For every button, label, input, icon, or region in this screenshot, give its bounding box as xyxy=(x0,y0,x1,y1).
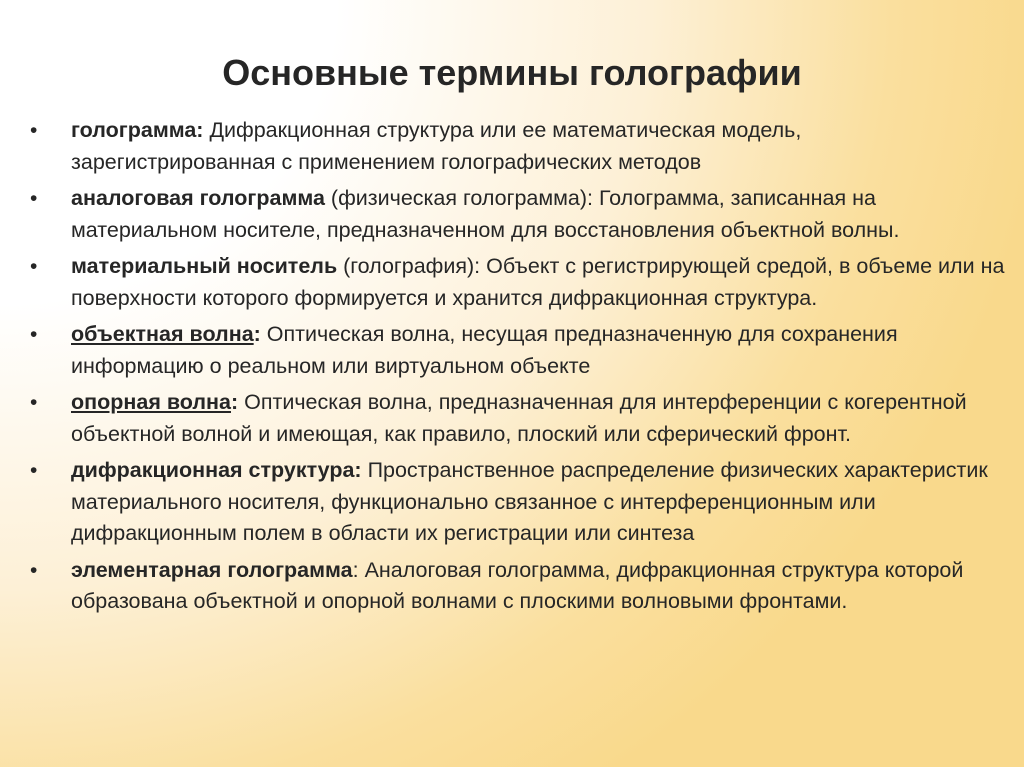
terms-list xyxy=(30,115,1005,623)
term-reference-wave xyxy=(30,387,1005,450)
term-colon: : xyxy=(253,322,261,346)
bullet-icon: • xyxy=(30,187,38,210)
term-hologram xyxy=(30,115,1005,178)
term-object-wave xyxy=(30,319,1005,382)
slide-title: Основные термины голографии xyxy=(222,52,802,93)
term-definition: (физическая голограмма): Голограмма, записанная на материальном носителе, предназначенном для восстановления объектной волны. xyxy=(71,186,900,242)
term-definition: Дифракционная структура или ее математическая модель, зарегистрированная с применением голографических методов xyxy=(71,118,802,174)
term-colon: : xyxy=(352,557,359,582)
term-elementary-hologram xyxy=(30,555,1005,618)
term-name: голограмма: xyxy=(71,118,204,142)
term-analog-hologram xyxy=(30,183,1005,246)
term-name: опорная волна xyxy=(71,390,231,414)
term-definition: Пространственное распределение физических характеристик материального носителя, функционально связанное с интерференционным или дифракционным полем в области их регистрации или синтеза xyxy=(71,458,988,545)
term-name: материальный носитель xyxy=(71,254,338,278)
term-definition: (голография): Объект с регистрирующей средой, в объеме или на поверхности которого формируется и хранится дифракционная структура. xyxy=(71,254,1005,310)
term-definition: Оптическая волна, предназначенная для интерференции с когерентной объектной волной и имеющая, как правило, плоский или сферический фронт. xyxy=(71,390,967,446)
term-diffraction-structure xyxy=(30,455,1005,550)
term-name: дифракционная структура: xyxy=(71,458,362,482)
bullet-icon: • xyxy=(30,459,38,482)
term-name: аналоговая голограмма xyxy=(71,186,325,210)
bullet-icon: • xyxy=(30,391,38,414)
bullet-icon: • xyxy=(30,119,38,142)
bullet-icon: • xyxy=(30,255,38,278)
bullet-icon: • xyxy=(30,323,38,346)
term-definition: Оптическая волна, несущая предназначенную для сохранения информацию о реальном или виртуальном объекте xyxy=(71,322,898,378)
term-name: элементарная голограмма xyxy=(71,557,353,582)
term-colon: : xyxy=(230,390,239,414)
term-definition: Аналоговая голограмма, дифракционная структура которой образована объектной и опорной волнами с плоскими волновыми фронтами. xyxy=(71,557,964,613)
bullet-icon: • xyxy=(30,558,38,582)
term-material-carrier xyxy=(30,251,1005,314)
term-name: объектная волна xyxy=(71,322,254,346)
